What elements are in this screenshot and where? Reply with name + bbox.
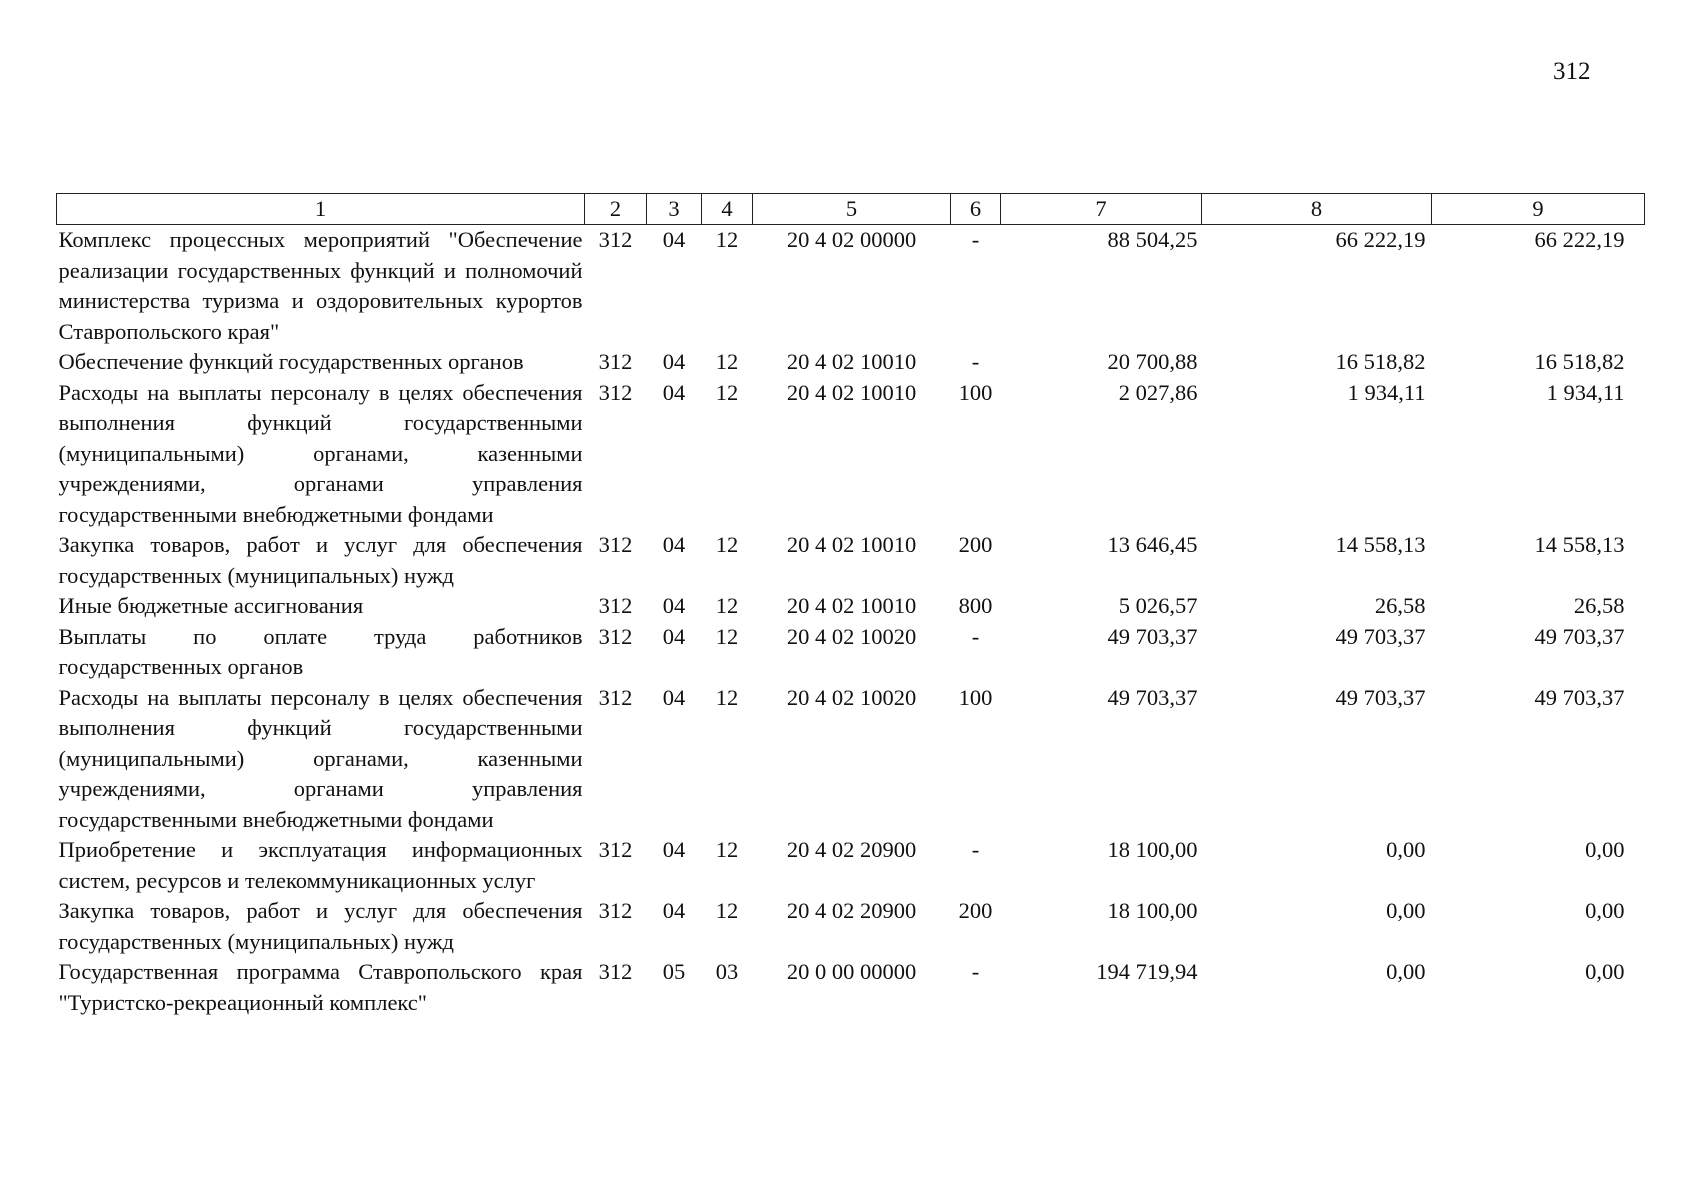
row-expense-type: - xyxy=(971,227,980,252)
row-name: Комплекс процессных мероприятий "Обеспечение реализации государственных функций и полномочий министерства туризма и оздоровительных курортов Ставропольского края" xyxy=(58,227,583,344)
row-target-article: 20 4 02 00000 xyxy=(786,227,917,252)
row-amount-7: 18 100,00 xyxy=(1107,837,1198,862)
row-amount-7: 49 703,37 xyxy=(1107,684,1198,710)
row-grbs: 312 xyxy=(598,532,633,557)
header-cell-1: 1 xyxy=(57,194,585,225)
header-cell-2: 2 xyxy=(585,194,647,225)
table-row xyxy=(57,378,1645,531)
row-section: 04 xyxy=(662,593,686,618)
row-name: Приобретение и эксплуатация информационных систем, ресурсов и телекоммуникационных услуг xyxy=(58,837,583,893)
row-target-article: 20 4 02 10010 xyxy=(786,593,917,618)
row-amount-9: 0,00 xyxy=(1585,898,1625,923)
header-cell-5: 5 xyxy=(753,194,951,225)
row-amount-9: 66 222,19 xyxy=(1534,227,1625,252)
row-expense-type: 100 xyxy=(958,684,993,710)
row-grbs: 312 xyxy=(598,593,633,618)
row-name: Государственная программа Ставропольского края "Туристско-рекреационный комплекс" xyxy=(58,959,583,1015)
row-section: 04 xyxy=(662,379,686,405)
table-row xyxy=(57,347,1645,378)
row-name: Закупка товаров, работ и услуг для обеспечения государственных (муниципальных) нужд xyxy=(58,898,583,954)
row-amount-9: 16 518,82 xyxy=(1534,349,1625,374)
row-amount-8: 66 222,19 xyxy=(1335,227,1426,252)
row-amount-9: 1 934,11 xyxy=(1546,379,1625,405)
header-cell-9: 9 xyxy=(1432,194,1645,225)
row-name: Расходы на выплаты персоналу в целях обеспечения выполнения функций государственными (муниципальными) органами, казенными учреждениями, органами управления государственными внебюджетными фондами xyxy=(58,684,583,832)
row-amount-8: 0,00 xyxy=(1386,898,1426,923)
row-expense-type: - xyxy=(971,623,980,649)
row-expense-type: 200 xyxy=(958,532,993,557)
row-expense-type: - xyxy=(971,349,980,374)
table-row xyxy=(57,683,1645,836)
table-body xyxy=(57,225,1645,1019)
row-subsection: 12 xyxy=(715,898,739,923)
row-section: 04 xyxy=(662,837,686,862)
row-amount-7: 5 026,57 xyxy=(1118,593,1198,618)
row-amount-7: 88 504,25 xyxy=(1107,227,1198,252)
row-amount-9: 49 703,37 xyxy=(1534,684,1625,710)
table-row xyxy=(57,957,1645,1018)
row-name: Выплаты по оплате труда работников государственных органов xyxy=(58,623,583,679)
row-target-article: 20 4 02 10010 xyxy=(786,349,917,374)
row-amount-9: 26,58 xyxy=(1573,593,1625,618)
row-amount-9: 0,00 xyxy=(1585,837,1625,862)
row-target-article: 20 4 02 10010 xyxy=(786,532,917,557)
row-subsection: 12 xyxy=(715,379,739,405)
row-amount-7: 18 100,00 xyxy=(1107,898,1198,923)
row-target-article: 20 4 02 20900 xyxy=(786,837,917,862)
row-amount-9: 0,00 xyxy=(1585,959,1625,984)
header-cell-6: 6 xyxy=(951,194,1001,225)
table-row xyxy=(57,835,1645,896)
row-grbs: 312 xyxy=(598,898,633,923)
row-target-article: 20 4 02 10020 xyxy=(786,623,917,649)
header-cell-8: 8 xyxy=(1202,194,1432,225)
row-amount-8: 0,00 xyxy=(1386,959,1426,984)
row-amount-9: 14 558,13 xyxy=(1534,532,1625,557)
row-amount-7: 49 703,37 xyxy=(1107,623,1198,649)
row-subsection: 12 xyxy=(715,593,739,618)
row-target-article: 20 0 00 00000 xyxy=(786,959,917,984)
row-subsection: 12 xyxy=(715,349,739,374)
row-grbs: 312 xyxy=(598,379,633,405)
row-amount-9: 49 703,37 xyxy=(1534,623,1625,649)
row-section: 04 xyxy=(662,227,686,252)
row-grbs: 312 xyxy=(598,684,633,710)
table-row xyxy=(57,591,1645,622)
header-cell-7: 7 xyxy=(1001,194,1202,225)
row-subsection: 03 xyxy=(715,959,739,984)
row-amount-8: 0,00 xyxy=(1386,837,1426,862)
table-row xyxy=(57,530,1645,591)
row-amount-7: 13 646,45 xyxy=(1107,532,1198,557)
row-target-article: 20 4 02 20900 xyxy=(786,898,917,923)
row-target-article: 20 4 02 10020 xyxy=(786,684,917,710)
row-amount-8: 49 703,37 xyxy=(1335,684,1426,710)
row-section: 04 xyxy=(662,898,686,923)
row-grbs: 312 xyxy=(598,623,633,649)
row-subsection: 12 xyxy=(715,684,739,710)
header-cell-3: 3 xyxy=(647,194,702,225)
budget-table xyxy=(56,193,1645,1018)
row-grbs: 312 xyxy=(598,227,633,252)
row-name: Закупка товаров, работ и услуг для обеспечения государственных (муниципальных) нужд xyxy=(58,532,583,588)
row-section: 05 xyxy=(662,959,686,984)
row-amount-8: 26,58 xyxy=(1374,593,1426,618)
row-amount-8: 14 558,13 xyxy=(1335,532,1426,557)
table-header xyxy=(57,194,1645,225)
row-subsection: 12 xyxy=(715,532,739,557)
row-expense-type: 100 xyxy=(958,379,993,405)
row-grbs: 312 xyxy=(598,349,633,374)
row-amount-8: 16 518,82 xyxy=(1335,349,1426,374)
table-row xyxy=(57,225,1645,348)
row-expense-type: 200 xyxy=(958,898,993,923)
budget-table-container xyxy=(56,193,1644,1018)
row-section: 04 xyxy=(662,623,686,649)
row-subsection: 12 xyxy=(715,227,739,252)
table-row xyxy=(57,896,1645,957)
page-number: 312 xyxy=(1553,58,1591,85)
row-section: 04 xyxy=(662,532,686,557)
row-subsection: 12 xyxy=(715,623,739,649)
row-amount-7: 2 027,86 xyxy=(1118,379,1198,405)
row-section: 04 xyxy=(662,684,686,710)
row-grbs: 312 xyxy=(598,959,633,984)
header-row xyxy=(57,194,1645,225)
row-subsection: 12 xyxy=(715,837,739,862)
table-row xyxy=(57,622,1645,683)
row-name: Обеспечение функций государственных органов xyxy=(58,349,524,374)
row-expense-type: - xyxy=(971,837,980,862)
row-name: Расходы на выплаты персоналу в целях обеспечения выполнения функций государственными (муниципальными) органами, казенными учреждениями, органами управления государственными внебюджетными фондами xyxy=(58,379,583,527)
header-cell-4: 4 xyxy=(702,194,753,225)
row-section: 04 xyxy=(662,349,686,374)
row-name: Иные бюджетные ассигнования xyxy=(58,593,364,618)
row-expense-type: - xyxy=(971,959,980,984)
row-expense-type: 800 xyxy=(958,593,993,618)
row-amount-8: 49 703,37 xyxy=(1335,623,1426,649)
row-target-article: 20 4 02 10010 xyxy=(786,379,917,405)
row-amount-8: 1 934,11 xyxy=(1347,379,1426,405)
row-amount-7: 194 719,94 xyxy=(1096,959,1198,984)
row-grbs: 312 xyxy=(598,837,633,862)
row-amount-7: 20 700,88 xyxy=(1107,349,1198,374)
